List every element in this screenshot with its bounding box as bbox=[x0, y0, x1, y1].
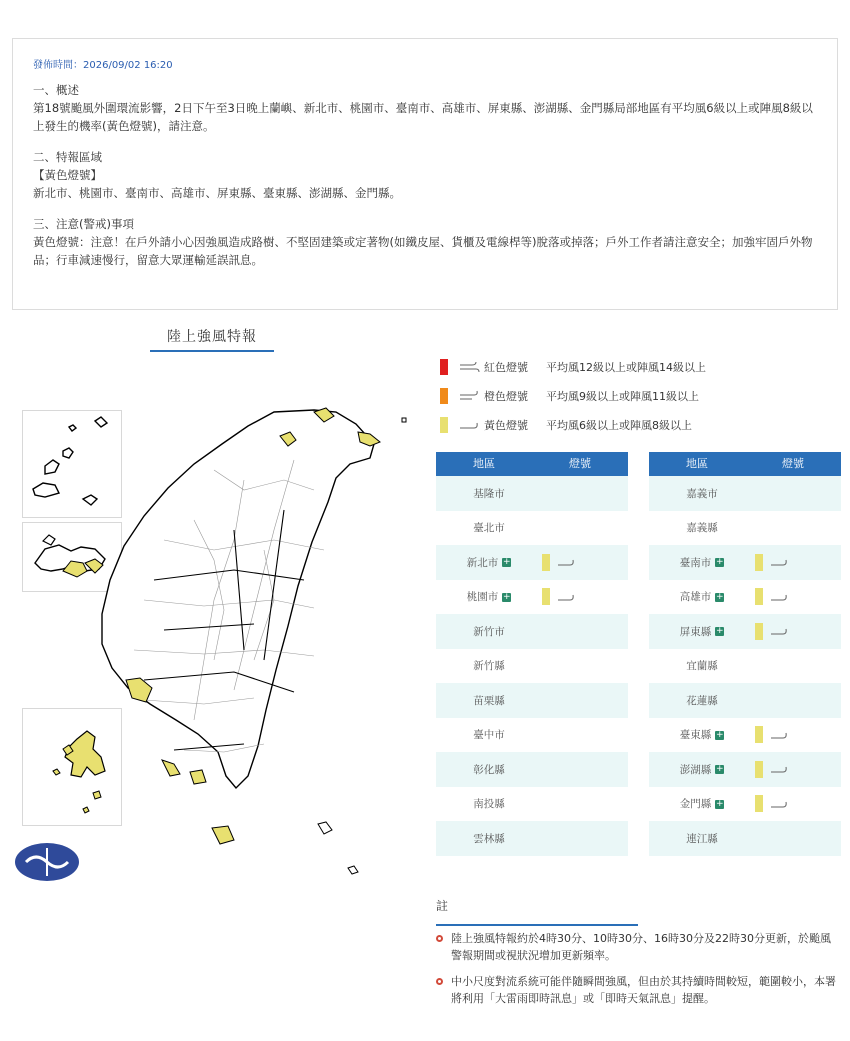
area-label: 高雄市 bbox=[679, 591, 712, 604]
header-signal: 燈號 bbox=[569, 457, 591, 470]
legend-orange-level: 橙色燈號 bbox=[484, 389, 528, 403]
yellow-signal-swatch bbox=[542, 554, 550, 571]
area-label: 嘉義市 bbox=[686, 487, 718, 500]
expand-plus-icon[interactable]: + bbox=[715, 626, 724, 637]
table-row[interactable] bbox=[649, 580, 841, 615]
area-label: 南投縣 bbox=[473, 798, 505, 811]
area-label: 花蓮縣 bbox=[686, 694, 718, 707]
area-name[interactable] bbox=[649, 796, 755, 811]
table-row bbox=[436, 752, 628, 787]
wind-icon bbox=[769, 591, 789, 603]
area-name bbox=[436, 727, 542, 742]
wind-icon bbox=[556, 591, 576, 603]
wind-icon bbox=[458, 360, 480, 374]
area-table-right bbox=[649, 452, 841, 856]
table-row bbox=[649, 511, 841, 546]
yellow-signal-swatch bbox=[755, 795, 763, 812]
wind-icon bbox=[769, 556, 789, 568]
area-label: 金門縣 bbox=[679, 798, 712, 811]
area-label: 臺東縣 bbox=[679, 729, 712, 742]
area-label: 屏東縣 bbox=[679, 625, 712, 638]
area-name bbox=[436, 520, 542, 535]
area-name bbox=[436, 486, 542, 501]
signal-cell bbox=[755, 623, 841, 640]
section-overview bbox=[33, 81, 817, 135]
legend bbox=[440, 352, 706, 439]
legend-yellow bbox=[440, 410, 706, 439]
area-name bbox=[649, 486, 755, 501]
signal-cell bbox=[755, 588, 841, 605]
area-name bbox=[436, 658, 542, 673]
legend-orange-swatch bbox=[440, 388, 448, 404]
area-name[interactable] bbox=[649, 762, 755, 777]
area-name bbox=[436, 831, 542, 846]
area-name bbox=[436, 762, 542, 777]
section-areas-title: 二、特報區域 bbox=[33, 150, 102, 164]
section-caution-body: 黃色燈號：注意！在戶外請小心因強風造成路樹、不堅固建築或定著物(如鐵皮屋、貨櫃及電線桿等)脫落或掉落；戶外工作者請注意安全；加強牢固戶外物品；行車減速慢行，留意大眾運輸延誤訊息。 bbox=[33, 235, 813, 267]
yellow-signal-swatch bbox=[542, 588, 550, 605]
cwa-logo bbox=[14, 842, 80, 882]
area-label: 臺中市 bbox=[473, 729, 505, 742]
wind-icon bbox=[769, 798, 789, 810]
area-name bbox=[436, 693, 542, 708]
area-name bbox=[649, 831, 755, 846]
bullet-icon bbox=[436, 978, 443, 985]
area-name bbox=[649, 658, 755, 673]
area-label: 彰化縣 bbox=[473, 763, 505, 776]
legend-yellow-level: 黃色燈號 bbox=[484, 418, 528, 432]
table-row[interactable] bbox=[649, 718, 841, 753]
wind-icon bbox=[458, 389, 480, 403]
legend-red-level: 紅色燈號 bbox=[484, 360, 528, 374]
table-row bbox=[649, 649, 841, 684]
expand-plus-icon[interactable]: + bbox=[715, 764, 724, 775]
table-row[interactable] bbox=[649, 545, 841, 580]
area-label: 雲林縣 bbox=[473, 832, 505, 845]
taiwan-map[interactable] bbox=[14, 350, 434, 890]
signal-cell bbox=[542, 588, 628, 605]
section-overview-title: 一、概述 bbox=[33, 83, 79, 97]
legend-yellow-desc: 平均風6級以上或陣風8級以上 bbox=[546, 418, 692, 432]
note-item bbox=[436, 973, 836, 1007]
map-title: 陸上強風特報 bbox=[150, 326, 274, 352]
expand-plus-icon[interactable]: + bbox=[715, 798, 724, 809]
area-name[interactable] bbox=[436, 555, 542, 570]
yellow-signal-swatch bbox=[755, 588, 763, 605]
expand-plus-icon[interactable]: + bbox=[502, 591, 511, 602]
notes-title: 註 bbox=[436, 897, 638, 926]
table-row bbox=[436, 787, 628, 822]
section-areas-tag: 【黃色燈號】 bbox=[33, 168, 102, 182]
signal-cell bbox=[755, 761, 841, 778]
notes-list bbox=[436, 930, 836, 1016]
area-label: 連江縣 bbox=[686, 832, 718, 845]
signal-cell bbox=[755, 726, 841, 743]
area-label: 臺北市 bbox=[473, 522, 505, 535]
area-name bbox=[436, 624, 542, 639]
table-row bbox=[649, 683, 841, 718]
section-overview-body: 第18號颱風外圍環流影響，2日下午至3日晚上蘭嶼、新北市、桃園市、臺南市、高雄市、屏東縣、澎湖縣、金門縣局部地區有平均風6級以上或陣風8級以上發生的機率(黃色燈號)，請注意。 bbox=[33, 101, 813, 133]
table-row bbox=[436, 511, 628, 546]
table-row bbox=[436, 821, 628, 856]
section-areas-body: 新北市、桃園市、臺南市、高雄市、屏東縣、臺東縣、澎湖縣、金門縣。 bbox=[33, 186, 401, 200]
wind-icon bbox=[556, 556, 576, 568]
signal-cell bbox=[542, 554, 628, 571]
area-name[interactable] bbox=[649, 624, 755, 639]
table-row bbox=[436, 649, 628, 684]
area-name[interactable] bbox=[649, 555, 755, 570]
expand-plus-icon[interactable]: + bbox=[715, 591, 724, 602]
table-row bbox=[436, 683, 628, 718]
area-label: 苗栗縣 bbox=[473, 694, 505, 707]
area-name bbox=[649, 520, 755, 535]
legend-yellow-swatch bbox=[440, 417, 448, 433]
area-label: 嘉義縣 bbox=[686, 522, 718, 535]
publish-time: 發佈時間：2026/09/02 16:20 bbox=[33, 60, 173, 71]
wind-icon bbox=[769, 625, 789, 637]
section-areas bbox=[33, 148, 817, 202]
table-header bbox=[436, 452, 628, 476]
expand-plus-icon[interactable]: + bbox=[715, 557, 724, 568]
wind-icon bbox=[458, 418, 480, 432]
signal-cell bbox=[755, 554, 841, 571]
table-row bbox=[436, 718, 628, 753]
area-label: 新北市 bbox=[466, 556, 499, 569]
signal-cell bbox=[755, 795, 841, 812]
table-row bbox=[436, 614, 628, 649]
section-caution-title: 三、注意(警戒)事項 bbox=[33, 217, 134, 231]
legend-red bbox=[440, 352, 706, 381]
expand-plus-icon[interactable]: + bbox=[502, 557, 511, 568]
legend-orange bbox=[440, 381, 706, 410]
header-signal: 燈號 bbox=[782, 457, 804, 470]
table-row[interactable] bbox=[649, 614, 841, 649]
header-area: 地區 bbox=[686, 457, 708, 470]
section-caution bbox=[33, 215, 817, 269]
area-name bbox=[436, 796, 542, 811]
bullet-icon bbox=[436, 935, 443, 942]
legend-red-desc: 平均風12級以上或陣風14級以上 bbox=[546, 360, 706, 374]
header-area: 地區 bbox=[473, 457, 495, 470]
expand-plus-icon[interactable]: + bbox=[715, 729, 724, 740]
yellow-signal-swatch bbox=[755, 554, 763, 571]
yellow-signal-swatch bbox=[755, 726, 763, 743]
area-name bbox=[649, 693, 755, 708]
table-header bbox=[649, 452, 841, 476]
note-text: 中小尺度對流系統可能伴隨瞬間強風，但由於其持續時間較短，範圍較小，本署將利用「大雷雨即時訊息」或「即時天氣訊息」提醒。 bbox=[451, 975, 836, 1005]
wind-icon bbox=[769, 763, 789, 775]
legend-orange-desc: 平均風9級以上或陣風11級以上 bbox=[546, 389, 699, 403]
area-label: 澎湖縣 bbox=[679, 763, 712, 776]
taiwan-main-island bbox=[102, 410, 374, 788]
table-row bbox=[436, 476, 628, 511]
area-label: 新竹縣 bbox=[473, 660, 505, 673]
yellow-signal-swatch bbox=[755, 761, 763, 778]
table-row[interactable] bbox=[436, 545, 628, 580]
table-row[interactable] bbox=[649, 787, 841, 822]
table-row bbox=[649, 476, 841, 511]
wind-icon bbox=[769, 729, 789, 741]
area-name[interactable] bbox=[649, 589, 755, 604]
note-item bbox=[436, 930, 836, 964]
area-name[interactable] bbox=[436, 589, 542, 604]
notice-panel bbox=[12, 38, 838, 310]
table-row bbox=[649, 821, 841, 856]
area-label: 臺南市 bbox=[679, 556, 712, 569]
table-row[interactable] bbox=[649, 752, 841, 787]
yellow-signal-swatch bbox=[755, 623, 763, 640]
note-text: 陸上強風特報約於4時30分、10時30分、16時30分及22時30分更新，於颱風警報期間或視狀況增加更新頻率。 bbox=[451, 932, 831, 962]
legend-red-swatch bbox=[440, 359, 448, 375]
area-label: 新竹市 bbox=[473, 625, 505, 638]
area-label: 桃園市 bbox=[466, 591, 499, 604]
table-row[interactable] bbox=[436, 580, 628, 615]
area-label: 宜蘭縣 bbox=[686, 660, 718, 673]
area-table-left bbox=[436, 452, 628, 856]
area-label: 基隆市 bbox=[473, 487, 505, 500]
area-name[interactable] bbox=[649, 727, 755, 742]
